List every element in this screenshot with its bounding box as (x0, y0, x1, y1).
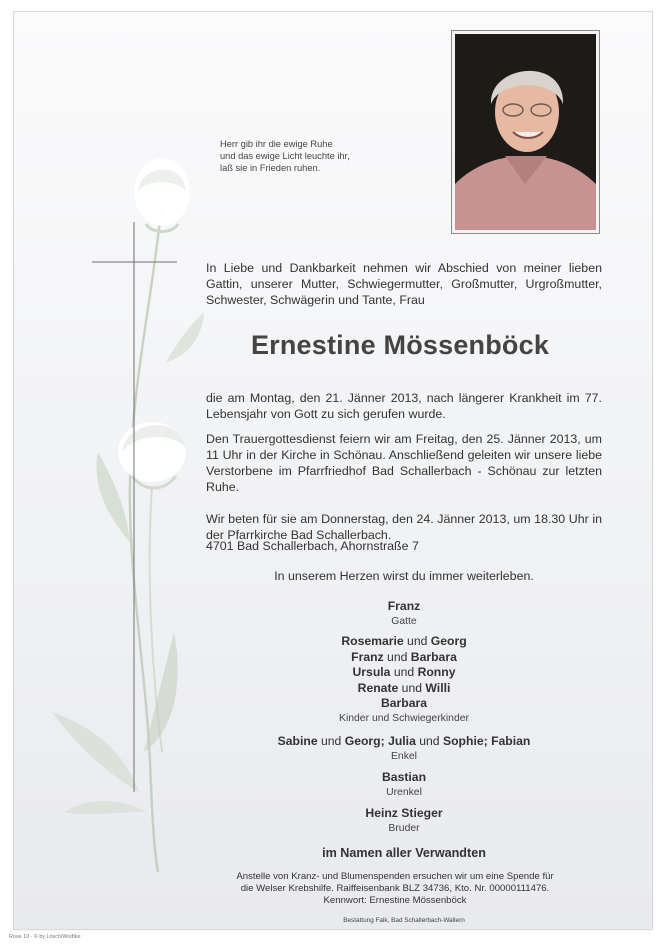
funeral-service-text: Den Trauergottesdienst feiern wir am Freitag, den 25. Jänner 2013, um 11 Uhr in der Kirche in Schönau. Anschließend geleiten wir unsere liebe Verstorbene im Pfarrfriedhof Bad Schallerbach - Schönau zur letzten Ruhe. (206, 432, 602, 494)
mourner-role: Urenkel (386, 786, 422, 798)
motto-text: In unserem Herzen wirst du immer weiterleben. (274, 569, 534, 583)
undertaker-credit: Bestattung Falk, Bad Schallerbach-Wallern (343, 917, 465, 924)
mourner-spouse (206, 599, 602, 628)
deceased-name: Ernestine Mössenböck (250, 330, 550, 360)
mourner-children (206, 634, 602, 725)
mourner-great-grandchild (206, 770, 602, 799)
address-text: 4701 Bad Schallerbach, Ahornstraße 7 (206, 539, 419, 553)
white-rose-and-cross-illustration (34, 152, 214, 872)
mourner-role: Gatte (391, 615, 417, 627)
mourner-line: Renate und Willi (357, 680, 451, 695)
template-footer: Rose 10 - © by Lösch/Wodtke (9, 934, 81, 940)
mourner-brother (206, 806, 602, 835)
mourner-name: Bastian (381, 770, 427, 784)
mourner-line: Ursula und Ronny (352, 665, 456, 679)
mourner-line: Sabine und Georg; Julia und Sophie; Fabian (277, 734, 531, 748)
mourner-name: Franz (387, 599, 421, 613)
prayer-verse: Herr gib ihr die ewige Ruhe und das ewige Licht leuchte ihr, laß sie in Frieden ruhen. (220, 139, 350, 174)
mourner-name: Heinz Stieger (365, 806, 443, 820)
mourner-role: Enkel (391, 750, 417, 762)
donation-note: Anstelle von Kranz- und Blumenspenden ersuchen wir um eine Spende für die Welser Krebshilfe. Raiffeisenbank BLZ 34736, Kto. Nr. 00000111476. Kennwort: Ernestine Mössenböck (236, 871, 554, 907)
closing-line: im Namen aller Verwandten (322, 846, 486, 860)
mourner-line: Rosemarie und Georg (341, 634, 467, 648)
prayer-service-text: Wir beten für sie am Donnerstag, den 24. Jänner 2013, um 18.30 Uhr in der Pfarrkirche Bad Schallerbach. (206, 512, 602, 542)
death-notice-text: die am Montag, den 21. Jänner 2013, nach längerer Krankheit im 77. Lebensjahr von Gott zu sich gerufen wurde. (206, 391, 602, 421)
portrait-photo (455, 34, 596, 230)
portrait-photo-frame (451, 30, 600, 234)
mourner-grandchildren (206, 734, 602, 763)
intro-text: In Liebe und Dankbarkeit nehmen wir Abschied von meiner lieben Gattin, unserer Mutter, Schwiegermutter, Großmutter, Urgroßmutter, Schwester, Schwägerin und Tante, Frau (206, 261, 602, 307)
mourner-role: Kinder und Schwiegerkinder (339, 712, 469, 724)
mourner-line: Barbara (380, 696, 428, 710)
mourner-line: Franz und Barbara (351, 649, 457, 664)
mourner-role: Bruder (388, 822, 420, 834)
